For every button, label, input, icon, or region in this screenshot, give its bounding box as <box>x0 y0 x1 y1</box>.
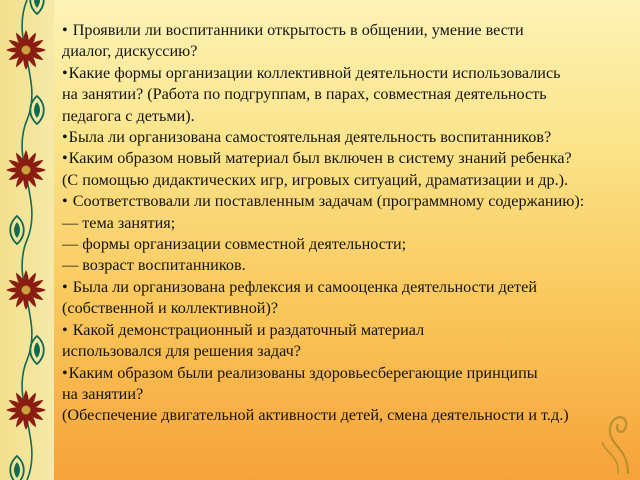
text-line: (собственной и коллективной)? <box>62 299 279 318</box>
text-line: • Каким образом новый материал был включен в систему знаний ребенка? <box>62 148 634 169</box>
text-line: (С помощью дидактических игр, игровых ситуаций, драматизации и др.). <box>62 170 569 189</box>
text-line: • Была ли организована рефлексия и самооценка деятельности детей <box>62 277 634 298</box>
corner-curl-icon <box>588 406 634 476</box>
text-line: использовался для решения задач? <box>62 342 301 361</box>
text-line: диалог, дискуссию? <box>62 42 198 61</box>
text-line: — возраст воспитанников. <box>62 256 246 275</box>
text-line: • Какие формы организации коллективной деятельности использовались <box>62 63 634 84</box>
text-line: • Была ли организована самостоятельная деятельность воспитанников? <box>62 127 634 148</box>
text-line: — тема занятия; <box>62 213 176 232</box>
text-line: на занятии? (Работа по подгруппам, в парах, совместная деятельность <box>62 85 547 104</box>
floral-border-icon <box>0 0 54 480</box>
text-line: • Проявили ли воспитанники открытость в общении, умение вести <box>62 20 634 41</box>
text-line: • Каким образом были реализованы здоровьесберегающие принципы <box>62 363 634 384</box>
text-line: педагога с детьми). <box>62 106 195 125</box>
text-line: • Какой демонстрационный и раздаточный материал <box>62 320 634 341</box>
text-line: на занятии? <box>62 384 144 403</box>
slide-text <box>62 20 634 427</box>
text-line: (Обеспечение двигательной активности детей, смена деятельности и т.д.) <box>62 406 569 425</box>
text-line: • Соответствовали ли поставленным задачам (программному содержанию): <box>62 191 634 212</box>
text-line: — формы организации совместной деятельности; <box>62 235 407 254</box>
floral-border <box>0 0 54 480</box>
